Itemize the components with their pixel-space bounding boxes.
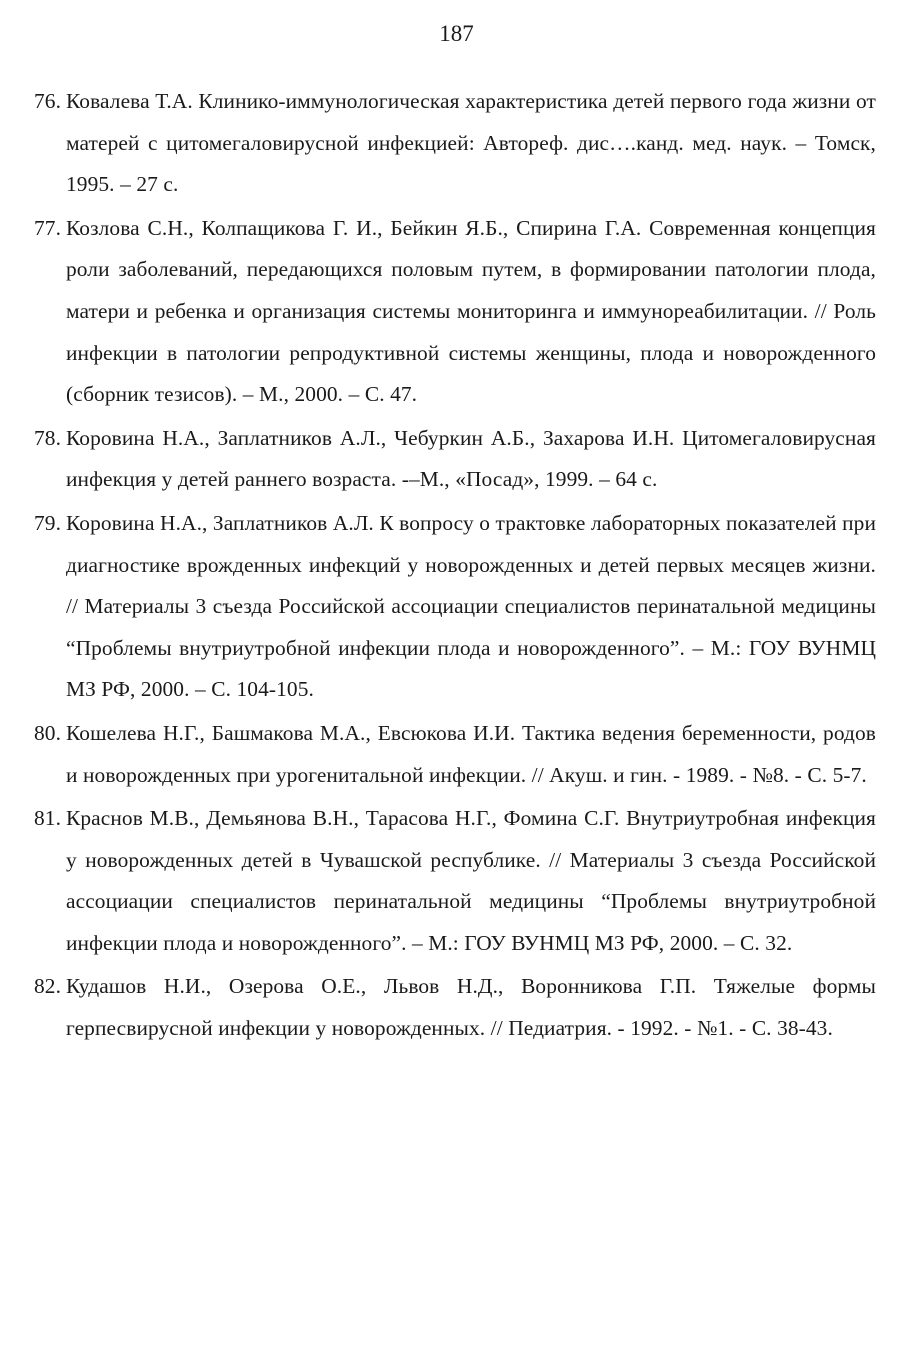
- reference-item: [34, 208, 876, 416]
- reference-number: 76.: [34, 89, 62, 113]
- reference-text: Кудашов Н.И., Озерова О.Е., Львов Н.Д., Воронникова Г.П. Тяжелые формы герпесвирусной инфекции у новорожденных. // Педиатрия. - 1992. - №1. - С. 38-43.: [66, 974, 876, 1041]
- reference-text: Коровина Н.А., Заплатников А.Л. К вопросу о трактовке лабораторных показателей при диагностике врожденных инфекций у новорожденных и детей первых месяцев жизни. // Материалы 3 съезда Российской ассоциации специалистов перинатальной медицины “Проблемы внутриутробной инфекции плода и новорожденного”. – М.: ГОУ ВУНМЦ МЗ РФ, 2000. – С. 104-105.: [66, 510, 876, 702]
- reference-text: Козлова С.Н., Колпащикова Г. И., Бейкин Я.Б., Спирина Г.А. Современная концепция роли заболеваний, передающихся половым путем, в формировании патологии плода, матери и ребенка и организация системы мониторинга и иммунореабилитации. // Роль инфекции в патологии репродуктивной системы женщины, плода и новорожденного (сборник тезисов). – М., 2000. – С. 47.: [66, 215, 876, 407]
- reference-item: [34, 418, 876, 501]
- reference-item: [34, 503, 876, 711]
- reference-text: Ковалева Т.А. Клинико-иммунологическая характеристика детей первого года жизни от матерей с цитомегаловирусной инфекцией: Автореф. дис….канд. мед. наук. – Томск, 1995. – 27 с.: [66, 89, 876, 197]
- reference-number: 78.: [34, 425, 62, 450]
- reference-text: Коровина Н.А., Заплатников А.Л., Чебуркин А.Б., Захарова И.Н. Цитомегаловирусная инфекция у детей раннего возраста. -–М., «Посад», 1999. – 64 с.: [66, 425, 876, 492]
- reference-text: Кошелева Н.Г., Башмакова М.А., Евсюкова И.И. Тактика ведения беременности, родов и новорожденных при урогенитальной инфекции. // Акуш. и гин. - 1989. - №8. - С. 5-7.: [66, 720, 876, 787]
- reference-item: [34, 81, 876, 206]
- reference-number: 79.: [34, 510, 62, 535]
- reference-item: [34, 966, 876, 1049]
- reference-number: 80.: [34, 720, 62, 745]
- reference-item: [34, 798, 876, 964]
- reference-number: 81.: [34, 806, 62, 831]
- reference-item: [34, 713, 876, 796]
- reference-number: 82.: [34, 974, 62, 999]
- reference-text: Краснов М.В., Демьянова В.Н., Тарасова Н.Г., Фомина С.Г. Внутриутробная инфекция у новорожденных детей в Чувашской республике. // Материалы 3 съезда Российской ассоциации специалистов перинатальной медицины “Проблемы внутриутробной инфекции плода и новорожденного”. – М.: ГОУ ВУНМЦ МЗ РФ, 2000. – С. 32.: [66, 806, 876, 955]
- reference-number: 77.: [34, 215, 62, 240]
- reference-list: [34, 81, 876, 1052]
- page-number: 187: [439, 21, 474, 46]
